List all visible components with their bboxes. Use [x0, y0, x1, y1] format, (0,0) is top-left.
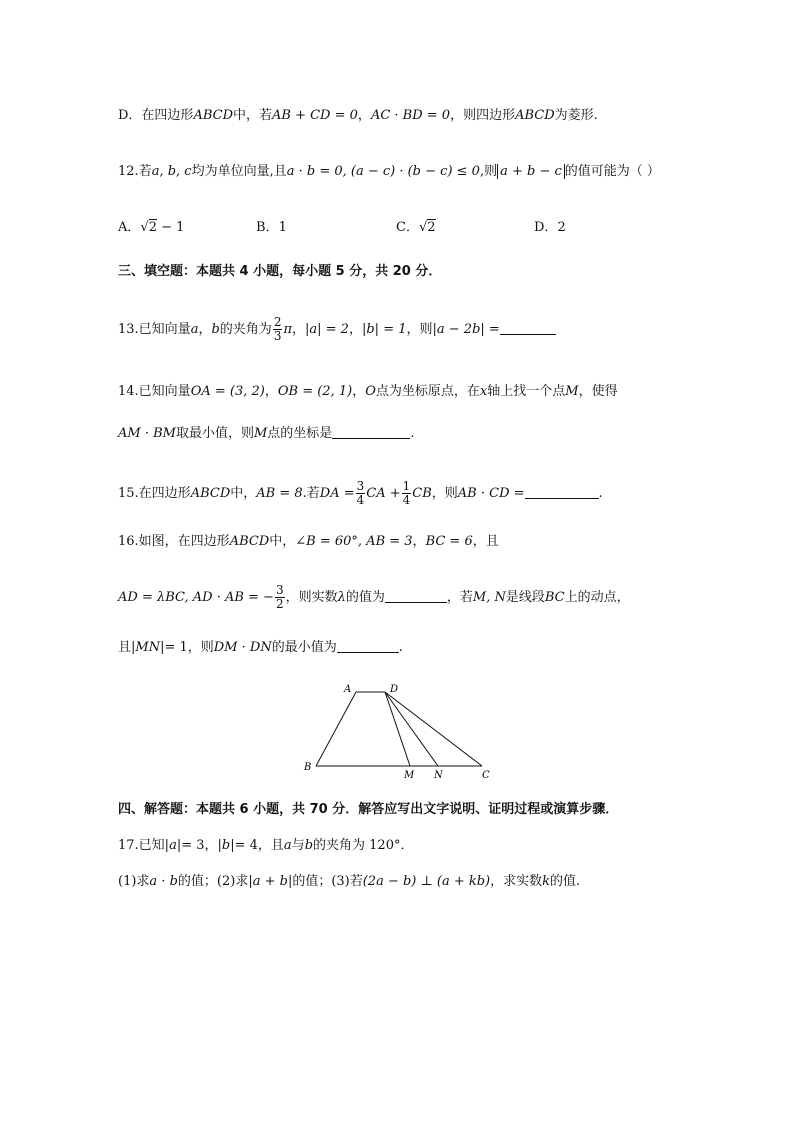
question-16: [118, 532, 499, 552]
fraction-numerator: 2: [273, 315, 282, 329]
math-bc: BC: [544, 590, 565, 605]
text: ，且: [472, 534, 499, 549]
question-16-line-2: [118, 584, 630, 611]
math-target: AB · CD =: [457, 486, 525, 501]
text: .: [598, 486, 603, 501]
q12-option-d: [534, 218, 566, 238]
option-value: 1: [278, 220, 287, 235]
answer-blank[interactable]: [500, 320, 556, 335]
text: .若: [302, 486, 320, 501]
label-c: C: [482, 770, 490, 781]
fraction: [356, 480, 366, 507]
fraction: [273, 316, 283, 343]
q12-option-c: [396, 218, 436, 238]
question-14: [118, 382, 618, 402]
sqrt-symbol: √: [140, 220, 149, 235]
math-vectors: a, b, c: [151, 164, 192, 179]
text: ，则实数: [285, 590, 338, 605]
fraction-denominator: 4: [402, 493, 411, 507]
text: 的值为: [345, 590, 385, 605]
math-expr: (2a − b) ⊥ (a + kb): [362, 874, 491, 889]
question-17-parts: [118, 872, 580, 892]
text: 的值.: [550, 874, 581, 889]
math-quad: ABCD: [229, 534, 270, 549]
math-condition: AD = λBC, AD · AB = −: [118, 590, 274, 605]
math-a: a: [283, 838, 292, 853]
text: 点为坐标原点，在: [375, 384, 480, 399]
option-root: 2: [427, 220, 436, 235]
label-d: D: [390, 684, 399, 695]
fraction-numerator: 1: [402, 479, 411, 493]
label-m: M: [404, 770, 415, 781]
fraction-numerator: 3: [275, 583, 284, 597]
math-expr: AM · BM: [118, 426, 176, 441]
segment-dn: [385, 692, 438, 766]
text: (1)求: [118, 874, 150, 889]
text: 与: [291, 838, 305, 853]
text: ，求实数: [490, 874, 543, 889]
label-b: B: [304, 762, 312, 773]
text: 中，若: [233, 108, 273, 123]
option-value: 2: [557, 220, 566, 235]
math-mn: M, N: [472, 590, 506, 605]
text: 中，: [230, 486, 257, 501]
math-quad: ABCD: [515, 108, 555, 123]
fraction-denominator: 4: [356, 493, 365, 507]
question-13: [118, 316, 556, 343]
math-expr: AC · BD = 0: [370, 108, 451, 123]
text: ，: [264, 384, 278, 399]
text: 13.已知向量: [118, 322, 191, 337]
text: 的值；(2)求|: [177, 874, 253, 889]
text: 且|: [118, 640, 136, 655]
question-12: [118, 162, 660, 182]
text: ，: [198, 322, 212, 337]
answer-blank[interactable]: [337, 638, 399, 653]
math-ab: AB = 8: [256, 486, 303, 501]
text: ，: [348, 322, 362, 337]
text: 的最小值为: [271, 640, 337, 655]
text: |= 3，|: [176, 838, 222, 853]
math-ob: OB = (2, 1): [277, 384, 353, 399]
text: 12.若: [118, 164, 152, 179]
math-abs-expr: a + b − c: [497, 164, 565, 179]
fraction-denominator: 3: [273, 329, 282, 343]
text: |的值；(3)若: [287, 874, 363, 889]
option-label: C．: [396, 220, 419, 235]
math-oa: OA = (3, 2): [190, 384, 265, 399]
math-vector-a: a: [190, 322, 199, 337]
math-b: b: [221, 838, 231, 853]
math-bc: BC = 6: [425, 534, 473, 549]
math-vector-b: b: [211, 322, 220, 337]
text: ，: [292, 322, 306, 337]
text: .: [398, 640, 403, 655]
math-x: x: [479, 384, 488, 399]
text: ，则: [431, 486, 458, 501]
segment-dm: [385, 692, 410, 766]
text: 轴上找一个点: [487, 384, 566, 399]
option-label: A．: [118, 220, 141, 235]
q12-option-a: [118, 218, 184, 238]
math-cb: CB: [412, 486, 432, 501]
text: 取最小值，则: [175, 426, 254, 441]
section-4-title: 四、解答题：本题共 6 小题，共 70 分．解答应写出文字说明、证明过程或演算步骤．: [118, 802, 619, 817]
quadrilateral-figure: [300, 678, 500, 782]
math-a: a: [169, 838, 177, 853]
text: 上的动点，: [564, 590, 630, 605]
math-da: DA =: [319, 486, 355, 501]
text: 为菱形.: [554, 108, 598, 123]
question-14-line-2: [118, 424, 414, 444]
text: 16.如图，在四边形: [118, 534, 230, 549]
math-ca: CA +: [366, 486, 401, 501]
text: .: [410, 426, 415, 441]
question-15: [118, 480, 603, 507]
text: 均为单位向量,且: [191, 164, 287, 179]
math-expr: AB + CD = 0: [272, 108, 358, 123]
math-o: O: [365, 384, 376, 399]
text: D．在四边形: [118, 108, 194, 123]
text: 15.在四边形: [118, 486, 191, 501]
text: ，则四边形: [450, 108, 516, 123]
math-k: k: [542, 874, 551, 889]
answer-blank[interactable]: [525, 484, 599, 499]
math-expr: a · b: [149, 874, 178, 889]
math-b: b: [304, 838, 314, 853]
math-condition: |b| = 1: [361, 322, 407, 337]
text: 17.已知|: [118, 838, 170, 853]
text: ，使得: [578, 384, 618, 399]
text: ，: [412, 534, 426, 549]
math-expr: DM · DN: [213, 640, 272, 655]
fraction-numerator: 3: [356, 479, 365, 493]
q12-option-b: [256, 218, 287, 238]
text: ，: [357, 108, 371, 123]
text: |= 4，且: [230, 838, 284, 853]
q11-option-d: [118, 106, 598, 126]
question-17: [118, 836, 413, 856]
option-rest: − 1: [156, 220, 185, 235]
math-pi: π: [283, 322, 292, 337]
edge-ab: [316, 692, 356, 766]
option-label: B．: [256, 220, 279, 235]
math-expr: a + b: [252, 874, 288, 889]
text: ,则: [479, 164, 498, 179]
section-3-title: 三、填空题：本题共 4 小题，每小题 5 分，共 20 分．: [118, 264, 442, 279]
question-16-line-3: [118, 638, 403, 658]
text: 14.已知向量: [118, 384, 191, 399]
math-mn-vector: MN: [135, 640, 161, 655]
label-a: A: [344, 684, 352, 695]
text: |= 1，则: [160, 640, 214, 655]
math-quad: ABCD: [190, 486, 231, 501]
math-condition: a · b = 0, (a − c) · (b − c) ≤ 0: [286, 164, 480, 179]
math-quad: ABCD: [193, 108, 233, 123]
text: 是线段: [505, 590, 545, 605]
math-m: M: [565, 384, 579, 399]
text: 的值可能为（ ）: [564, 164, 660, 179]
sqrt-symbol: √: [418, 220, 428, 235]
edge-dc: [385, 692, 482, 766]
text: 点的坐标是: [267, 426, 333, 441]
text: 的夹角为 120°．: [313, 838, 414, 853]
math-m: M: [253, 426, 268, 441]
text: 的夹角为: [219, 322, 272, 337]
fraction: [402, 480, 412, 507]
fraction: [275, 584, 285, 611]
fraction-denominator: 2: [275, 597, 284, 611]
answer-blank[interactable]: [332, 424, 410, 439]
math-condition: |a| = 2: [305, 322, 349, 337]
option-root: 2: [148, 220, 157, 235]
text: ，: [352, 384, 366, 399]
option-label: D．: [534, 220, 558, 235]
math-condition: ∠B = 60°, AB = 3: [295, 534, 413, 549]
text: ，则: [406, 322, 433, 337]
math-target: |a − 2b| =: [432, 322, 500, 337]
text: 中，: [269, 534, 296, 549]
math-lambda: λ: [337, 590, 346, 605]
label-n: N: [434, 770, 443, 781]
text: ，若: [446, 590, 473, 605]
answer-blank[interactable]: [385, 588, 447, 603]
